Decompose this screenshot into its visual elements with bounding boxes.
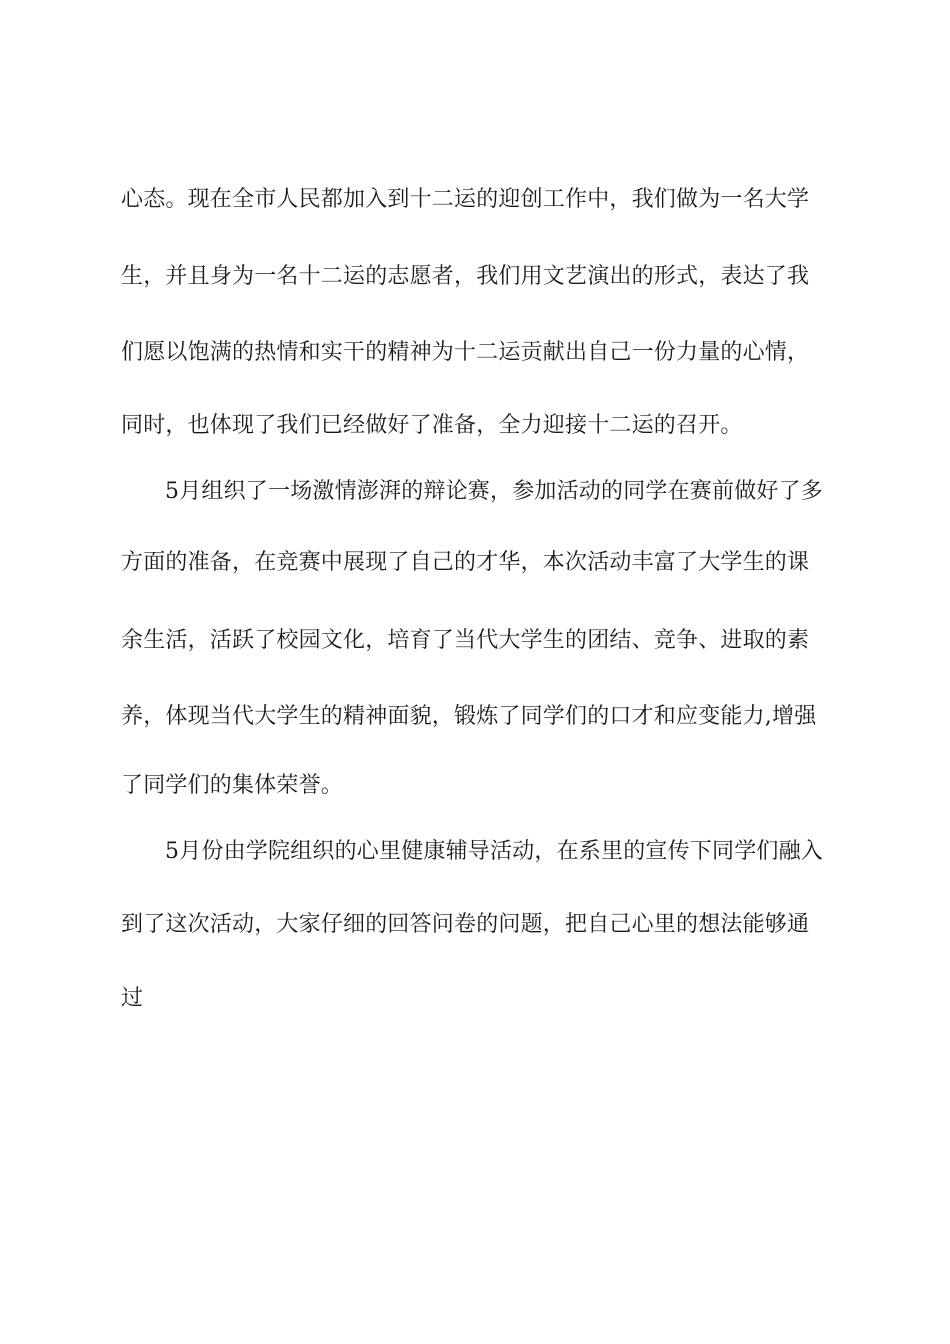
paragraph-line: 过 <box>121 986 144 1011</box>
paragraph-line: 心态。现在全市人民都加入到十二运的迎创工作中，我们做为一名大学 <box>121 187 810 212</box>
paragraph-line: 了同学们的集体荣誉。 <box>121 773 344 798</box>
paragraph-line: 同时，也体现了我们已经做好了准备，全力迎接十二运的召开。 <box>121 413 743 438</box>
paragraph-line: 们愿以饱满的热情和实干的精神为十二运贡献出自己一份力量的心情， <box>121 340 810 365</box>
paragraph-line: 5月份由学院组织的心里健康辅导活动，在系里的宣传下同学们融入 <box>165 839 823 864</box>
paragraph-line: 生，并且身为一名十二运的志愿者，我们用文艺演出的形式，表达了我 <box>121 264 810 289</box>
paragraph-line: 养，体现当代大学生的精神面貌，锻炼了同学们的口才和应变能力,增强 <box>121 704 817 729</box>
paragraph-line: 余生活，活跃了校园文化，培育了当代大学生的团结、竞争、进取的素 <box>121 628 810 653</box>
paragraph-line: 方面的准备，在竞赛中展现了自己的才华，本次活动丰富了大学生的课 <box>121 550 810 575</box>
paragraph-line: 5月组织了一场激情澎湃的辩论赛，参加活动的同学在赛前做好了多 <box>165 479 823 504</box>
paragraph-line: 到了这次活动，大家仔细的回答问卷的问题，把自己心里的想法能够通 <box>121 912 810 937</box>
